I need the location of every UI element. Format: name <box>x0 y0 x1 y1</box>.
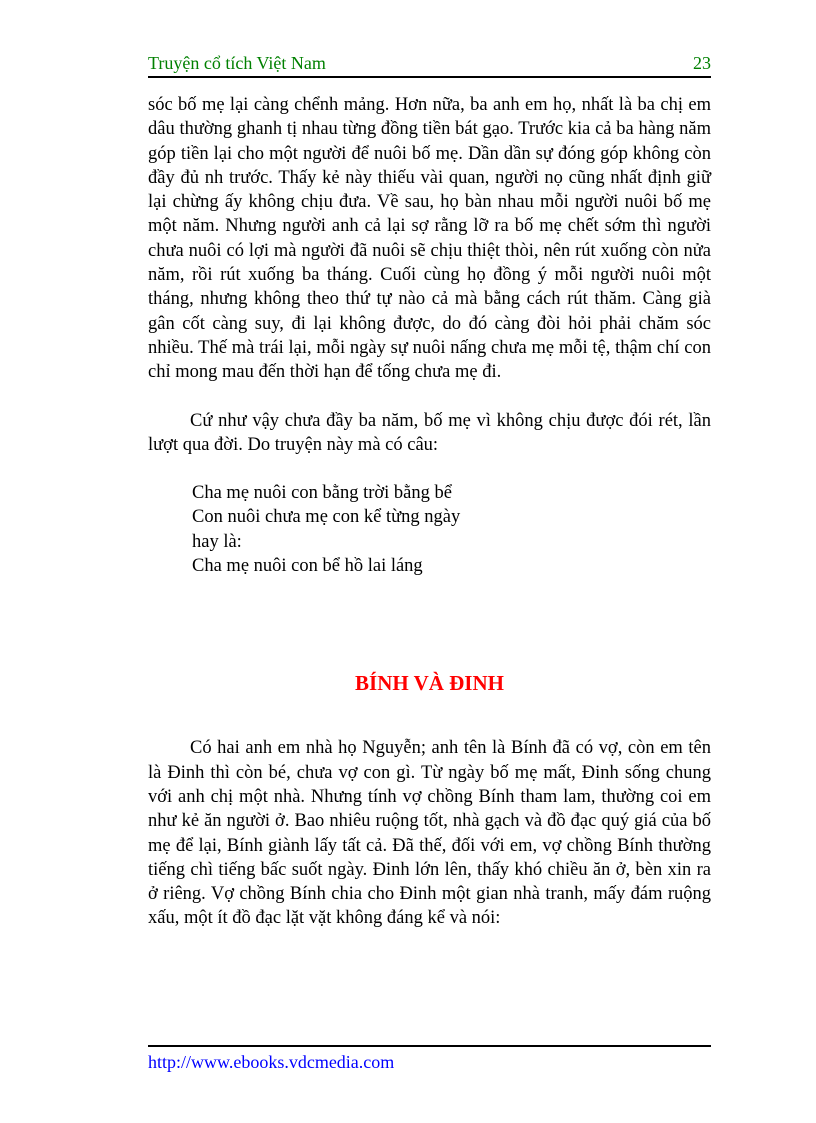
paragraph-2: Cứ như vậy chưa đầy ba năm, bố mẹ vì không chịu được đói rét, lần lượt qua đời. Do truyện này mà có câu: <box>148 410 711 455</box>
paragraph-3: Có hai anh em nhà họ Nguyễn; anh tên là Bính đã có vợ, còn em tên là Đinh thì còn bé, chưa vợ con gì. Từ ngày bố mẹ mất, Đinh sống chung với anh chị một nhà. Nhưng tính vợ chồng Bính tham lam, thường coi em như kẻ ăn người ở. Bao nhiêu ruộng tốt, nhà gạch và đồ đạc quý giá của bố mẹ để lại, Bính giành lấy tất cả. Đã thế, đối với em, vợ chồng Bính thường tiếng chì tiếng bấc suốt ngày. Đinh lớn lên, thấy khó chiều ăn ở, bèn xin ra ở riêng. Vợ chồng Bính chia cho Đinh một gian nhà tranh, mấy đám ruộng xấu, một ít đồ đạc lặt vặt không đáng kể và nói: <box>148 738 711 929</box>
verse-line: Cha mẹ nuôi con bằng trời bằng bể <box>192 483 452 504</box>
footer-link[interactable]: http://www.ebooks.vdcmedia.com <box>148 1052 395 1072</box>
story-title: BÍNH VÀ ĐINH <box>355 671 504 696</box>
verse-line: hay là: <box>192 531 242 552</box>
header-title: Truyện cổ tích Việt Nam <box>148 53 326 73</box>
page-header <box>148 52 711 78</box>
verse-line: Con nuôi chưa mẹ con kể từng ngày <box>192 507 461 528</box>
page-number: 23 <box>693 53 711 73</box>
verse-line: Cha mẹ nuôi con bể hồ lai láng <box>192 556 423 577</box>
document-page <box>148 0 711 1123</box>
page-footer <box>148 1045 711 1073</box>
verse-block <box>192 481 711 578</box>
page-content <box>148 93 711 931</box>
paragraph-1: sóc bố mẹ lại càng chểnh mảng. Hơn nữa, ba anh em họ, nhất là ba chị em dâu thường ghanh tị nhau từng đồng tiền bát gạo. Trước kia cả ba hàng năm góp tiền lại cho một người để nuôi bố mẹ. Dần dần sự đóng góp không còn đầy đủ nh trước. Thấy kẻ này thiếu vài quan, người nọ cũng nhất định giữ lại chừng ấy không chịu đưa. Về sau, họ bàn nhau mỗi người nuôi bố mẹ một năm. Nhưng người anh cả lại sợ rằng lỡ ra bố mẹ chết sớm thì người chưa nuôi có lợi mà người đã nuôi sẽ chịu thiệt thòi, nên rút xuống còn nửa năm, rồi rút xuống ba tháng. Cuối cùng họ đồng ý mỗi người nuôi một tháng, nhưng không theo thứ tự nào cả mà bằng cách rút thăm. Càng già gân cốt càng suy, đi lại không được, do đó càng đòi hỏi phải chăm sóc nhiều. Thế mà trái lại, mỗi ngày sự nuôi nấng chưa mẹ mỗi tệ, thậm chí con chỉ mong mau đến thời hạn để tống chưa mẹ đi. <box>148 95 711 383</box>
